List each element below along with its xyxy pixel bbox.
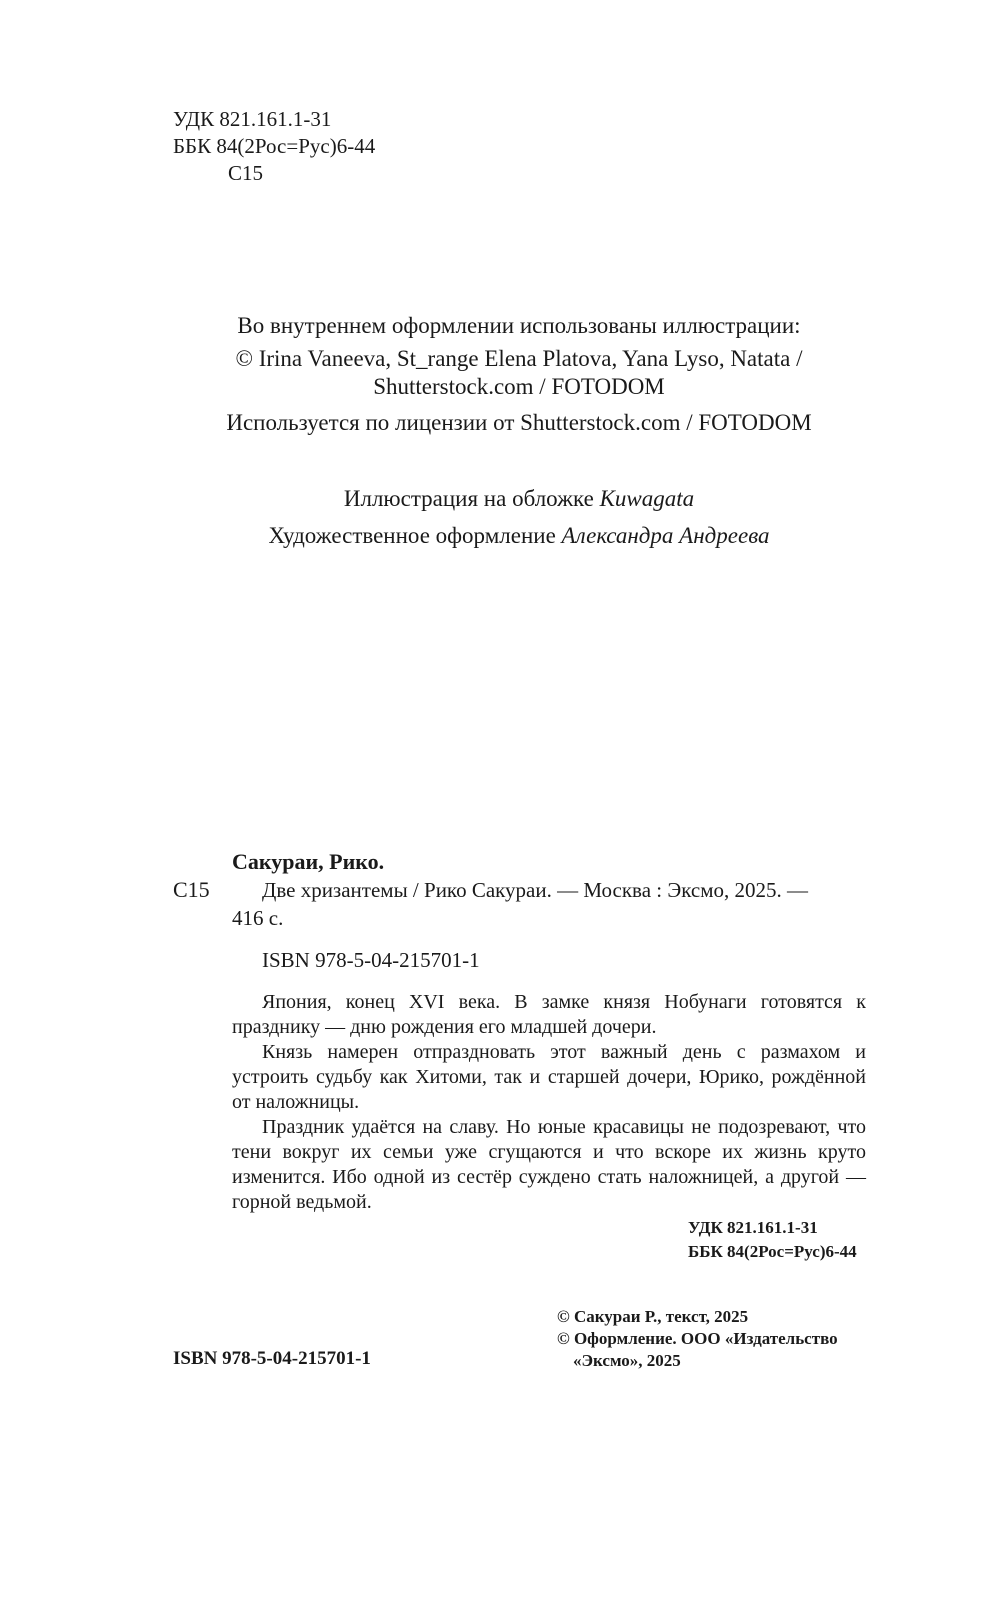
copyright-line: © Оформление. ООО «Издательство bbox=[557, 1329, 838, 1348]
cover-artist: Kuwagata bbox=[599, 486, 695, 511]
annotation-paragraph: Князь намерен отпраздновать этот важный день с размахом и устроить судьбу как Хитоми, так и старшей дочери, Юрико, рождённой от наложницы. bbox=[232, 1041, 866, 1113]
credits-line: © Irina Vaneeva, St_range Elena Platova, Yana Lyso, Natata / bbox=[235, 346, 803, 371]
designer-name: Александра Андреева bbox=[561, 523, 770, 548]
classification-header bbox=[173, 106, 375, 187]
annotation bbox=[232, 990, 866, 1215]
entry-code: С15 bbox=[173, 877, 210, 902]
copyright-line: «Эксмо», 2025 bbox=[573, 1351, 681, 1370]
author-mark: С15 bbox=[228, 161, 264, 185]
copyright-block bbox=[557, 1306, 838, 1372]
entry-isbn: ISBN 978-5-04-215701-1 bbox=[262, 948, 480, 972]
credits-line: Shutterstock.com / FOTODOM bbox=[373, 374, 665, 399]
design-credits bbox=[100, 480, 938, 554]
copyright-line: © Сакураи Р., текст, 2025 bbox=[557, 1307, 749, 1326]
entry-title: Две хризантемы / Рико Сакураи. — Москва : Эксмо, 2025. — bbox=[262, 878, 808, 902]
udk-code: УДК 821.161.1-31 bbox=[173, 107, 332, 131]
bbk-code: ББК 84(2Рос=Рус)6-44 bbox=[173, 134, 376, 158]
design-label: Художественное оформление bbox=[268, 523, 562, 548]
license-line: Используется по лицензии от Shutterstock.com / FOTODOM bbox=[226, 410, 812, 435]
isbn-bottom: ISBN 978-5-04-215701-1 bbox=[173, 1348, 371, 1369]
bbk-code: ББК 84(2Рос=Рус)6-44 bbox=[688, 1242, 857, 1261]
cover-label: Иллюстрация на обложке bbox=[343, 486, 600, 511]
credits-line: Во внутреннем оформлении использованы иллюстрации: bbox=[237, 313, 801, 338]
design-credit bbox=[100, 517, 938, 554]
cover-credit bbox=[100, 480, 938, 517]
illustration-credits bbox=[100, 309, 938, 439]
entry-author: Сакураи, Рико. bbox=[232, 849, 385, 874]
catalog-entry bbox=[173, 848, 867, 974]
annotation-paragraph: Япония, конец XVI века. В замке князя Нобунаги готовятся к празднику — дню рождения его младшей дочери. bbox=[232, 991, 866, 1038]
entry-title-row bbox=[173, 876, 867, 932]
udk-code: УДК 821.161.1-31 bbox=[688, 1218, 818, 1237]
index-codes bbox=[688, 1216, 857, 1264]
annotation-paragraph: Праздник удаётся на славу. Но юные красавицы не подозревают, что тени вокруг их семьи уже сгущаются и что вскоре их жизнь круто изменится. Ибо одной из сестёр суждено стать наложницей, а другой — горной ведьмой. bbox=[232, 1116, 866, 1213]
entry-pages: 416 с. bbox=[232, 906, 284, 930]
